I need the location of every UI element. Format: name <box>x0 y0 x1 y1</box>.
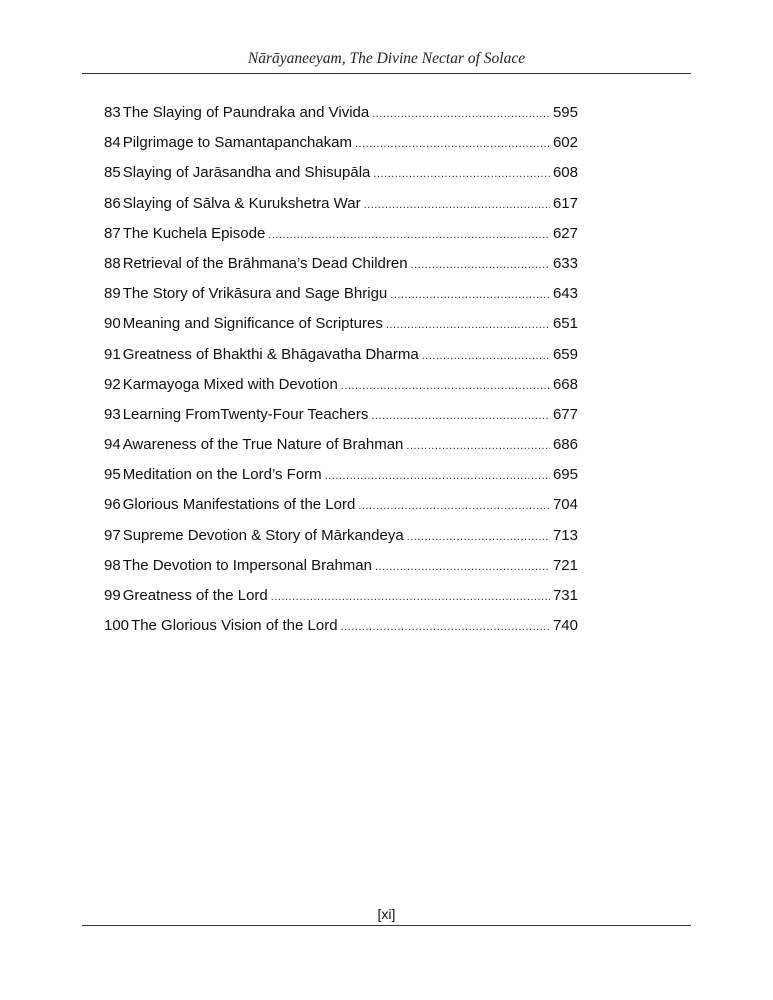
toc-entry-90 <box>104 315 578 345</box>
page-number: 721 <box>552 556 578 574</box>
page-number: 627 <box>552 224 578 242</box>
chapter-number: 89 <box>104 285 121 303</box>
chapter-title: Slaying of Sālva & Kurukshetra War <box>122 194 361 212</box>
toc-entry-91 <box>104 346 578 376</box>
toc-entry-98 <box>104 557 578 587</box>
toc-entry-89 <box>104 285 578 315</box>
chapter-number: 85 <box>104 164 121 182</box>
toc-entry-92 <box>104 376 578 406</box>
dot-leader <box>341 380 550 392</box>
dot-leader <box>411 259 550 271</box>
chapter-number: 94 <box>104 436 121 454</box>
chapter-number: 93 <box>104 405 121 423</box>
dot-leader <box>341 621 550 633</box>
chapter-number: 98 <box>104 556 121 574</box>
chapter-title: Learning FromTwenty-Four Teachers <box>122 405 369 423</box>
page-number: 677 <box>552 405 578 423</box>
dot-leader <box>386 319 550 331</box>
toc-entry-93 <box>104 406 578 436</box>
page-number: 608 <box>552 164 578 182</box>
chapter-title: Meditation on the Lord’s Form <box>122 466 322 484</box>
page-number: 695 <box>552 466 578 484</box>
dot-leader <box>373 168 550 180</box>
chapter-number: 90 <box>104 315 121 333</box>
toc-entry-86 <box>104 195 578 225</box>
toc-entry-97 <box>104 527 578 557</box>
toc-entry-94 <box>104 436 578 466</box>
dot-leader <box>355 138 550 150</box>
toc-entry-88 <box>104 255 578 285</box>
dot-leader <box>372 108 550 120</box>
chapter-title: Pilgrimage to Samantapanchakam <box>122 134 352 152</box>
page-number: 740 <box>552 617 578 635</box>
toc-entry-99 <box>104 587 578 617</box>
page-number: 633 <box>552 254 578 272</box>
toc-entry-84 <box>104 134 578 164</box>
chapter-number: 87 <box>104 224 121 242</box>
chapter-title: Retrieval of the Brāhmana’s Dead Children <box>122 254 408 272</box>
page-number: 643 <box>552 285 578 303</box>
chapter-title: The Devotion to Impersonal Brahman <box>122 556 372 574</box>
footer-rule <box>82 925 691 926</box>
toc-entry-95 <box>104 466 578 496</box>
page-number: 659 <box>552 345 578 363</box>
dot-leader <box>364 199 550 211</box>
page-number: 595 <box>552 104 578 121</box>
chapter-title: Slaying of Jarāsandha and Shisupāla <box>122 164 371 182</box>
chapter-number: 95 <box>104 466 121 484</box>
chapter-title: Glorious Manifestations of the Lord <box>122 496 356 514</box>
chapter-title: Meaning and Significance of Scriptures <box>122 315 383 333</box>
chapter-number: 83 <box>104 104 121 121</box>
chapter-number: 97 <box>104 526 121 544</box>
dot-leader <box>371 410 550 422</box>
chapter-number: 92 <box>104 375 121 393</box>
chapter-title: The Slaying of Paundraka and Vivida <box>122 104 370 121</box>
chapter-title: Karmayoga Mixed with Devotion <box>122 375 338 393</box>
dot-leader <box>375 561 550 573</box>
chapter-title: The Story of Vrikāsura and Sage Bhrigu <box>122 285 388 303</box>
chapter-number: 84 <box>104 134 121 152</box>
page-number: 686 <box>552 436 578 454</box>
page-number: 713 <box>552 526 578 544</box>
toc-entry-87 <box>104 225 578 255</box>
chapter-title: The Kuchela Episode <box>122 224 266 242</box>
dot-leader <box>271 591 550 603</box>
chapter-title: The Glorious Vision of the Lord <box>131 617 338 635</box>
dot-leader <box>358 500 550 512</box>
chapter-number: 96 <box>104 496 121 514</box>
toc-entry-85 <box>104 164 578 194</box>
page-number: 651 <box>552 315 578 333</box>
header-rule <box>82 73 691 74</box>
page-number-footer: [xi] <box>377 906 396 922</box>
chapter-title: Greatness of Bhakthi & Bhāgavatha Dharma <box>122 345 419 363</box>
dot-leader <box>390 289 550 301</box>
table-of-contents <box>104 104 578 647</box>
chapter-number: 91 <box>104 345 121 363</box>
chapter-number: 99 <box>104 587 121 604</box>
page-number: 617 <box>552 194 578 212</box>
running-header-title: Nārāyaneeyam, The Divine Nectar of Solace <box>247 50 526 67</box>
page-number: 731 <box>552 587 578 604</box>
dot-leader <box>406 440 550 452</box>
chapter-title: Greatness of the Lord <box>122 587 268 604</box>
chapter-number: 88 <box>104 254 121 272</box>
toc-entry-100 <box>104 617 578 647</box>
toc-entry-83 <box>104 104 578 134</box>
dot-leader <box>325 470 550 482</box>
chapter-title: Awareness of the True Nature of Brahman <box>122 436 404 454</box>
page-number: 602 <box>552 134 578 152</box>
chapter-title: Supreme Devotion & Story of Mārkandeya <box>122 526 404 544</box>
toc-entry-96 <box>104 496 578 526</box>
dot-leader <box>268 229 550 241</box>
page-number: 668 <box>552 375 578 393</box>
dot-leader <box>407 531 550 543</box>
chapter-number: 100 <box>104 617 130 635</box>
chapter-number: 86 <box>104 194 121 212</box>
page-number: 704 <box>552 496 578 514</box>
dot-leader <box>422 350 550 362</box>
